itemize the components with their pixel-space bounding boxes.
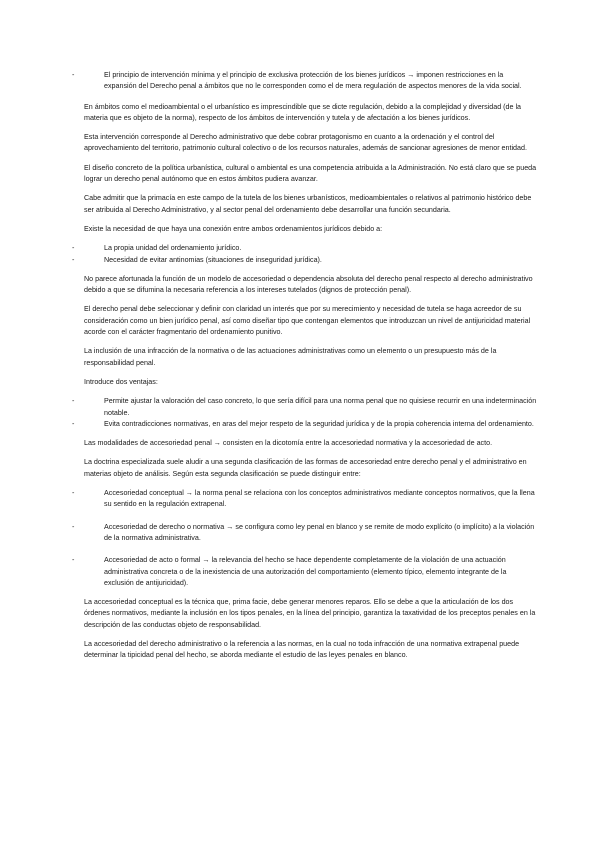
bullet-dash: - <box>72 522 75 531</box>
paragraph: Existe la necesidad de que haya una conexión entre ambos ordenamientos jurídicos debido a: <box>84 224 383 233</box>
list-item-text: Accesoriedad de acto o formal → la relevancia del hecho se hace dependente completamente de la violación de una actuación administrativa concreta o de la inexistencia de una autorización del comportamiento (elemento típico, elemento integrante de la exclusión de antijuricidad). <box>104 556 507 587</box>
list-item <box>72 522 537 545</box>
connection-reasons-list <box>72 243 537 266</box>
advantages-list <box>72 396 537 430</box>
paragraph: La inclusión de una infracción de la normativa o de las actuaciones administrativas como un elemento o un presupuesto más de la responsabilidad penal. <box>84 347 497 367</box>
paragraph: Introduce dos ventajas: <box>84 377 158 386</box>
list-item <box>72 243 537 254</box>
paragraph: El derecho penal debe seleccionar y definir con claridad un interés que por su merecimiento y necesidad de tutela se haga acreedor de su consideración como un bien jurídico penal, así como diseñar tipo que contengan elementos que introduzcan un nivel de antijuricidad material acorde con el carácter fragmentario del ordenamiento punitivo. <box>84 305 531 337</box>
paragraph: La doctrina especializada suele aludir a una segunda clasificación de las formas de accesoriedad entre derecho penal y el administrativo en materias objeto de análisis. Según esta segunda clasificación se puede distinguir entre: <box>84 458 527 478</box>
paragraph: La accesoriedad del derecho administrativo o la referencia a las normas, en la cual no toda infracción de una normativa extrapenal puede determinar la tipicidad penal del hecho, se aborda mediante el estudio de las leyes penales en blanco. <box>84 639 520 660</box>
paragraph: El diseño concreto de la política urbanística, cultural o ambiental es una competencia atribuida a la Administración. No está claro que se pueda lograr un derecho penal autónomo que en estos ámbitos pudiera avanzar. <box>84 163 537 184</box>
list-item-text: Necesidad de evitar antinomias (situaciones de inseguridad jurídica). <box>104 255 322 264</box>
paragraph: Esta intervención corresponde al Derecho administrativo que debe cobrar protagonismo en cuanto a la ordenación y el control del aprovechamiento del territorio, patrimonio cultural colectivo o de los recursos naturales, además de sancionar agresiones de menor entidad. <box>84 133 527 153</box>
list-item-text: La propia unidad del ordenamiento jurídico. <box>104 244 242 253</box>
list-item-text: El principio de intervención mínima y el principio de exclusiva protección de los bienes jurídicos → imponen restricciones en la expansión del Derecho penal a ámbitos que no le corresponden como el de mera regulación de aspectos menores de la vida social. <box>104 71 522 91</box>
bullet-dash: - <box>72 255 75 264</box>
bullet-dash: - <box>72 71 75 79</box>
list-item <box>72 555 537 589</box>
list-item <box>72 70 537 93</box>
paragraph: No parece afortunada la función de un modelo de accesoriedad o dependencia absoluta del derecho penal respecto al derecho administrativo debido a que se difumina la necesaria referencia a los intereses tutelados (dignos de protección penal). <box>84 274 533 295</box>
paragraph: Cabe admitir que la primacía en este campo de la tutela de los bienes urbanísticos, medioambientales o relativos al patrimonio histórico debe ser atribuida al Derecho Administrativo, y al sector penal del ordenamiento debe desarrollar una función secundaria. <box>84 194 532 214</box>
list-item <box>72 255 537 266</box>
list-item <box>72 488 537 511</box>
bullet-dash: - <box>72 397 75 406</box>
paragraph: En ámbitos como el medioambiental o el urbanístico es imprescindible que se dicte regulación, debido a la complejidad y diversidad (de la materia que es objeto de la norma), respecto de los ámbitos de intervención y tutela y de afectación a los bienes jurídicos. <box>84 102 522 122</box>
intro-list <box>72 70 537 93</box>
list-item-text: Accesoriedad de derecho o normativa → se configura como ley penal en blanco y se remite de modo explícito (o implícito) a la violación de la normativa administrativa. <box>104 522 535 542</box>
bullet-dash: - <box>72 244 75 253</box>
list-item-text: Evita contradicciones normativas, en aras del mejor respeto de la seguridad jurídica y de la propia coherencia interna del ordenamiento. <box>104 419 534 428</box>
paragraph: Las modalidades de accesoriedad penal → consisten en la dicotomía entre la accesoriedad normativa y la accesoriedad de acto. <box>84 439 493 448</box>
paragraph: La accesoriedad conceptual es la técnica que, prima facie, debe generar menores reparos. Ello se debe a que la articulación de los dos órdenes normativos, mediante la inclusión en los tipos penales, en la línea del principio, garantiza la taxatividad de los preceptos penales en la descripción de las conductas objeto de responsabilidad. <box>84 598 536 629</box>
bullet-dash: - <box>72 489 75 498</box>
bullet-dash: - <box>72 419 75 428</box>
list-item-text: Permite ajustar la valoración del caso concreto, lo que sería difícil para una norma penal que no quisiese recurrir en una indeterminación notable. <box>104 397 537 417</box>
classification-list <box>72 488 537 589</box>
list-item <box>72 419 537 430</box>
bullet-dash: - <box>72 556 75 565</box>
list-item-text: Accesoriedad conceptual → la norma penal se relaciona con los conceptos administrativos mediante conceptos normativos, que la llena su sentido en la regulación extrapenal. <box>104 489 535 509</box>
list-item <box>72 396 537 419</box>
